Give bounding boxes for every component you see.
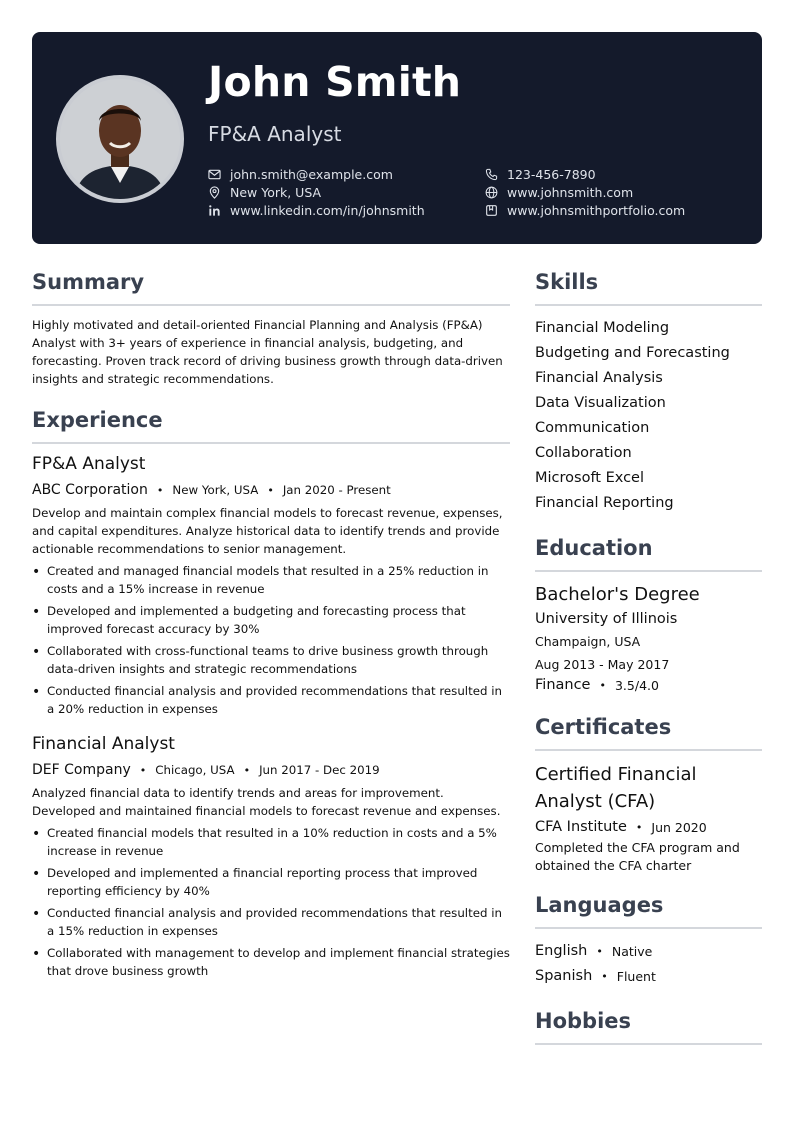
email-icon: [208, 168, 221, 181]
skills-section: [535, 270, 762, 516]
summary-text: Highly motivated and detail-oriented Financial Planning and Analysis (FP&A) Analyst with 3+ years of experience in financial analysis, budgeting, and forecasting. Proven track record of driving business growth through data-driven insights and strategic recommendations.: [32, 318, 503, 386]
separator-dot: •: [601, 970, 608, 983]
contact-list: [208, 166, 748, 218]
job-entry: [32, 454, 510, 718]
list-item: • Conducted financial analysis and provided recommendations that resulted in a 20% reduction in expenses: [32, 682, 510, 718]
separator-dot: •: [635, 820, 643, 834]
education-dates: Aug 2013 - May 2017: [535, 657, 670, 672]
section-heading: Languages: [535, 893, 762, 929]
left-column: [32, 270, 510, 984]
education-field: Finance: [535, 677, 591, 693]
list-item: • Developed and implemented a financial reporting process that improved reporting efficiency by 40%: [32, 864, 510, 900]
contact-text: New York, USA: [230, 184, 322, 200]
job-position: FP&A Analyst: [32, 454, 146, 474]
contact-text: www.johnsmithportfolio.com: [507, 202, 686, 218]
separator-dot: •: [243, 763, 251, 777]
education-school: University of Illinois: [535, 611, 678, 627]
linkedin-icon: [208, 204, 221, 217]
list-item: • Developed and implemented a budgeting and forecasting process that improved forecast accuracy by 30%: [32, 602, 510, 638]
contact-phone[interactable]: [485, 166, 748, 182]
hobbies-section: [535, 1009, 762, 1045]
job-description: Develop and maintain complex financial models to forecast revenue, expenses, and capital expenditures. Analyze historical data to identify trends and provide actionable recommendations to senior management.: [32, 506, 503, 556]
certificate-issuer: CFA Institute: [535, 819, 627, 835]
skill-item: Financial Modeling: [535, 320, 670, 336]
globe-icon: [485, 186, 498, 199]
contact-text: www.johnsmith.com: [507, 184, 634, 200]
list-item: • Created and managed financial models that resulted in a 25% reduction in costs and a 15% increase in revenue: [32, 562, 510, 598]
list-item: • Conducted financial analysis and provided recommendations that resulted in a 15% reduction in expenses: [32, 904, 510, 940]
experience-section: [32, 408, 510, 980]
contact-email[interactable]: [208, 166, 485, 182]
section-heading: Summary: [32, 270, 510, 306]
contact-linkedin[interactable]: [208, 202, 485, 218]
job-meta: [32, 482, 510, 498]
education-section: [535, 536, 762, 693]
contact-text: 123-456-7890: [507, 166, 596, 182]
certificate-description: Completed the CFA program and obtained the CFA charter: [535, 840, 740, 873]
separator-dot: •: [267, 483, 274, 497]
job-dates: Jun 2017 - Dec 2019: [259, 763, 380, 777]
job-bullets: [32, 562, 510, 718]
education-location: Champaign, USA: [535, 634, 641, 649]
education-field-row: [535, 677, 762, 693]
phone-icon: [485, 168, 498, 181]
certificates-section: [535, 715, 762, 875]
certificate-meta: [535, 819, 762, 835]
section-heading: Experience: [32, 408, 510, 444]
languages-section: [535, 893, 762, 989]
language-item: [535, 964, 762, 989]
contact-text: www.linkedin.com/in/johnsmith: [230, 202, 425, 218]
list-item: • Created financial models that resulted in a 10% reduction in costs and a 5% increase in revenue: [32, 824, 510, 860]
separator-dot: •: [156, 483, 164, 497]
portfolio-icon: [485, 204, 498, 217]
job-company: ABC Corporation: [32, 482, 148, 498]
contact-website[interactable]: [485, 184, 748, 200]
education-degree: Bachelor's Degree: [535, 584, 700, 605]
separator-dot: •: [596, 945, 603, 958]
job-location: New York, USA: [172, 483, 259, 497]
language-level: Native: [611, 944, 653, 959]
right-column: [535, 270, 762, 1055]
section-heading: Skills: [535, 270, 762, 306]
resume-header: [32, 32, 762, 244]
job-entry: [32, 734, 510, 980]
language-item: [535, 939, 762, 964]
skill-item: Communication: [535, 420, 650, 436]
language-level: Fluent: [616, 969, 656, 984]
contact-location: [208, 184, 485, 200]
skill-item: Budgeting and Forecasting: [535, 345, 730, 361]
contact-text: john.smith@example.com: [230, 166, 393, 182]
skill-item: Financial Analysis: [535, 370, 663, 386]
skill-item: Collaboration: [535, 445, 632, 461]
contact-portfolio[interactable]: [485, 202, 748, 218]
list-item: • Collaborated with cross-functional teams to drive business growth through data-driven insights and strategic recommendations: [32, 642, 510, 678]
skills-list: [535, 316, 762, 516]
job-dates: Jan 2020 - Present: [282, 483, 391, 497]
skill-item: Data Visualization: [535, 395, 666, 411]
location-icon: [208, 186, 221, 199]
section-heading: Certificates: [535, 715, 762, 751]
certificate-name: Certified Financial Analyst (CFA): [535, 764, 697, 812]
job-location: Chicago, USA: [155, 763, 235, 777]
skill-item: Microsoft Excel: [535, 470, 645, 486]
language-name: Spanish: [535, 968, 593, 984]
certificate-date: Jun 2020: [651, 819, 707, 835]
education-gpa: 3.5/4.0: [614, 677, 659, 693]
section-heading: Education: [535, 536, 762, 572]
job-title: FP&A Analyst: [208, 122, 342, 146]
job-description: Analyzed financial data to identify trends and areas for improvement. Developed and maintained financial models to forecast revenue and expenses.: [32, 786, 501, 818]
profile-photo: [56, 75, 184, 203]
list-item: • Collaborated with management to develop and implement financial strategies that drove business growth: [32, 944, 510, 980]
job-company: DEF Company: [32, 762, 131, 778]
language-name: English: [535, 943, 588, 959]
summary-section: [32, 270, 510, 388]
separator-dot: •: [139, 763, 147, 777]
job-bullets: [32, 824, 510, 980]
job-position: Financial Analyst: [32, 734, 175, 754]
skill-item: Financial Reporting: [535, 495, 674, 511]
section-heading: Hobbies: [535, 1009, 762, 1045]
job-meta: [32, 762, 510, 778]
person-name: John Smith: [208, 58, 462, 106]
separator-dot: •: [599, 678, 606, 692]
